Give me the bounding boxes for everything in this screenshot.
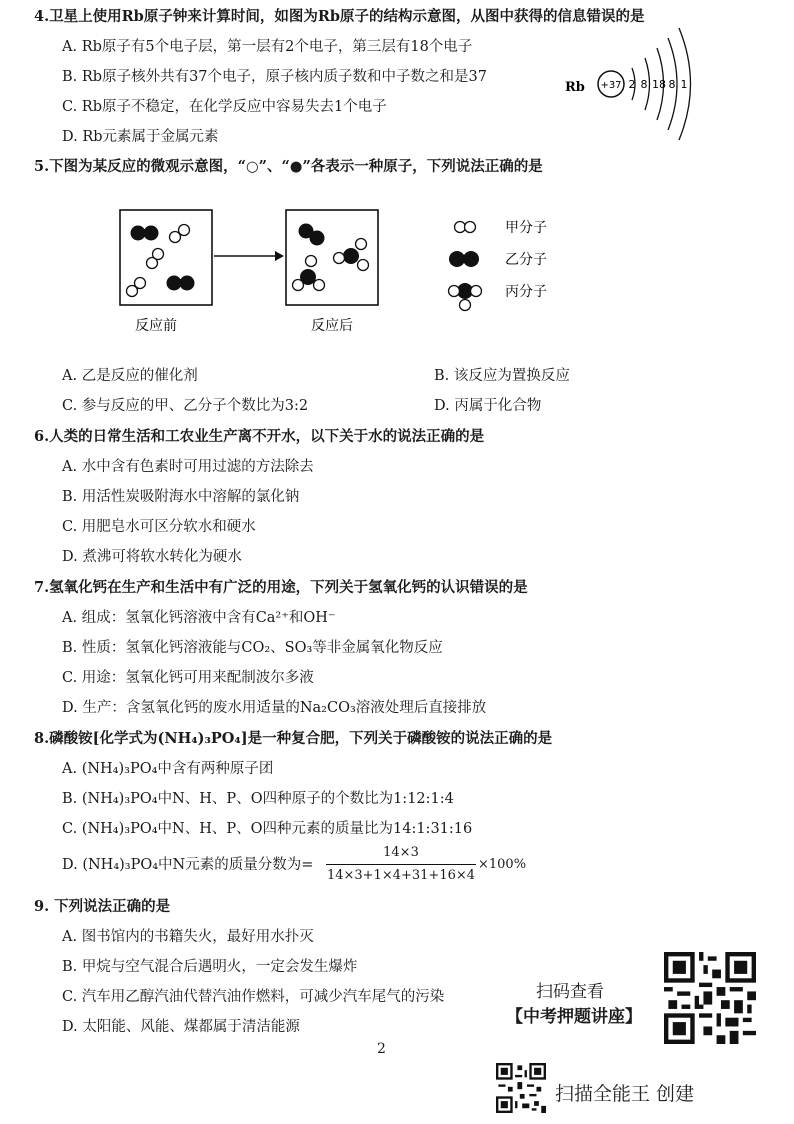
scanner-watermark: 扫描全能王 创建: [555, 1083, 695, 1105]
q5-stem: 5.下图为某反应的微观示意图，“○”、“●”各表示一种原子，下列说法正确的是: [34, 158, 543, 175]
q5-option-b: B. 该反应为置换反应: [434, 368, 570, 384]
q5-option-a: A. 乙是反应的催化剂: [62, 368, 198, 384]
rb-shell-2: 8: [640, 78, 648, 91]
rb-shell-4: 8: [668, 78, 676, 91]
q7-stem: 7.氢氧化钙在生产和生活中有广泛的用途，下列关于氢氧化钙的认识错误的是: [34, 579, 528, 596]
rb-shell-3: 18: [652, 78, 666, 91]
q8-option-d-prefix: D. (NH₄)₃PO₄中N元素的质量分数为=: [62, 857, 314, 873]
legend-yi: 乙分子: [505, 252, 547, 268]
q8-fraction-bar: [326, 864, 476, 865]
scanner-qr-code[interactable]: [496, 1063, 546, 1113]
rb-shell-5: 1: [680, 78, 688, 91]
q6-option-d: D. 煮沸可将软水转化为硬水: [62, 549, 242, 565]
q9-option-b: B. 甲烷与空气混合后遇明火，一定会发生爆炸: [62, 959, 358, 975]
q9-option-a: A. 图书馆内的书籍失火，最好用水扑灭: [62, 929, 314, 945]
q4-option-a: A. Rb原子有5个电子层，第一层有2个电子，第三层有18个电子: [62, 39, 473, 55]
q4-option-b: B. Rb原子核外共有37个电子，原子核内质子数和中子数之和是37: [62, 69, 487, 85]
q9-stem: 9. 下列说法正确的是: [34, 898, 171, 915]
q8-option-a: A. (NH₄)₃PO₄中含有两种原子团: [62, 761, 274, 777]
q4-option-c: C. Rb原子不稳定，在化学反应中容易失去1个电子: [62, 99, 387, 115]
q7-option-b: B. 性质：氢氧化钙溶液能与CO₂、SO₃等非金属氧化物反应: [62, 640, 443, 656]
page-number: 2: [377, 1041, 386, 1057]
q8-option-d-denominator: 14×3+1×4+31+16×4: [326, 868, 476, 883]
legend-jia: 甲分子: [505, 220, 547, 236]
q9-option-d: D. 太阳能、风能、煤都属于清洁能源: [62, 1019, 300, 1035]
promo-line-2: 【中考押题讲座】: [506, 1007, 642, 1027]
reaction-micro-diagram: [110, 205, 600, 340]
q4-stem: 4.卫星上使用Rb原子钟来计算时间，如图为Rb原子的结构示意图，从图中获得的信息错误的是: [34, 8, 645, 25]
q7-option-d: D. 生产：含氢氧化钙的废水用适量的Na₂CO₃溶液处理后直接排放: [62, 700, 487, 716]
q8-option-c: C. (NH₄)₃PO₄中N、H、P、O四种元素的质量比为14:1:31:16: [62, 821, 473, 837]
promo-line-1: 扫码查看: [536, 982, 604, 1002]
after-label: 反应后: [311, 318, 353, 334]
q6-option-c: C. 用肥皂水可区分软水和硬水: [62, 519, 256, 535]
q8-option-b: B. (NH₄)₃PO₄中N、H、P、O四种原子的个数比为1:12:1:4: [62, 791, 454, 807]
q8-option-d-suffix: ×100%: [478, 857, 527, 872]
rb-atom-structure-diagram: [560, 18, 705, 148]
q7-option-c: C. 用途：氢氧化钙可用来配制波尔多液: [62, 670, 314, 686]
rb-shell-1: 2: [628, 78, 636, 91]
q7-option-a: A. 组成：氢氧化钙溶液中含有Ca²⁺和OH⁻: [62, 610, 336, 626]
rb-nucleus-charge: +37: [600, 80, 622, 91]
q5-option-c: C. 参与反应的甲、乙分子个数比为3:2: [62, 398, 309, 414]
rb-symbol: Rb: [565, 80, 585, 95]
before-label: 反应前: [135, 318, 177, 334]
q5-option-d: D. 丙属于化合物: [434, 398, 542, 414]
q6-stem: 6.人类的日常生活和工农业生产离不开水，以下关于水的说法正确的是: [34, 428, 485, 445]
legend-bing: 丙分子: [505, 284, 547, 300]
promo-qr-code[interactable]: [664, 952, 756, 1044]
q6-option-b: B. 用活性炭吸附海水中溶解的氯化钠: [62, 489, 300, 505]
q4-option-d: D. Rb元素属于金属元素: [62, 129, 219, 145]
q6-option-a: A. 水中含有色素时可用过滤的方法除去: [62, 459, 314, 475]
q8-option-d-numerator: 14×3: [383, 845, 419, 860]
q8-stem: 8.磷酸铵[化学式为(NH₄)₃PO₄]是一种复合肥，下列关于磷酸铵的说法正确的是: [34, 730, 553, 747]
q9-option-c: C. 汽车用乙醇汽油代替汽油作燃料，可减少汽车尾气的污染: [62, 989, 445, 1005]
